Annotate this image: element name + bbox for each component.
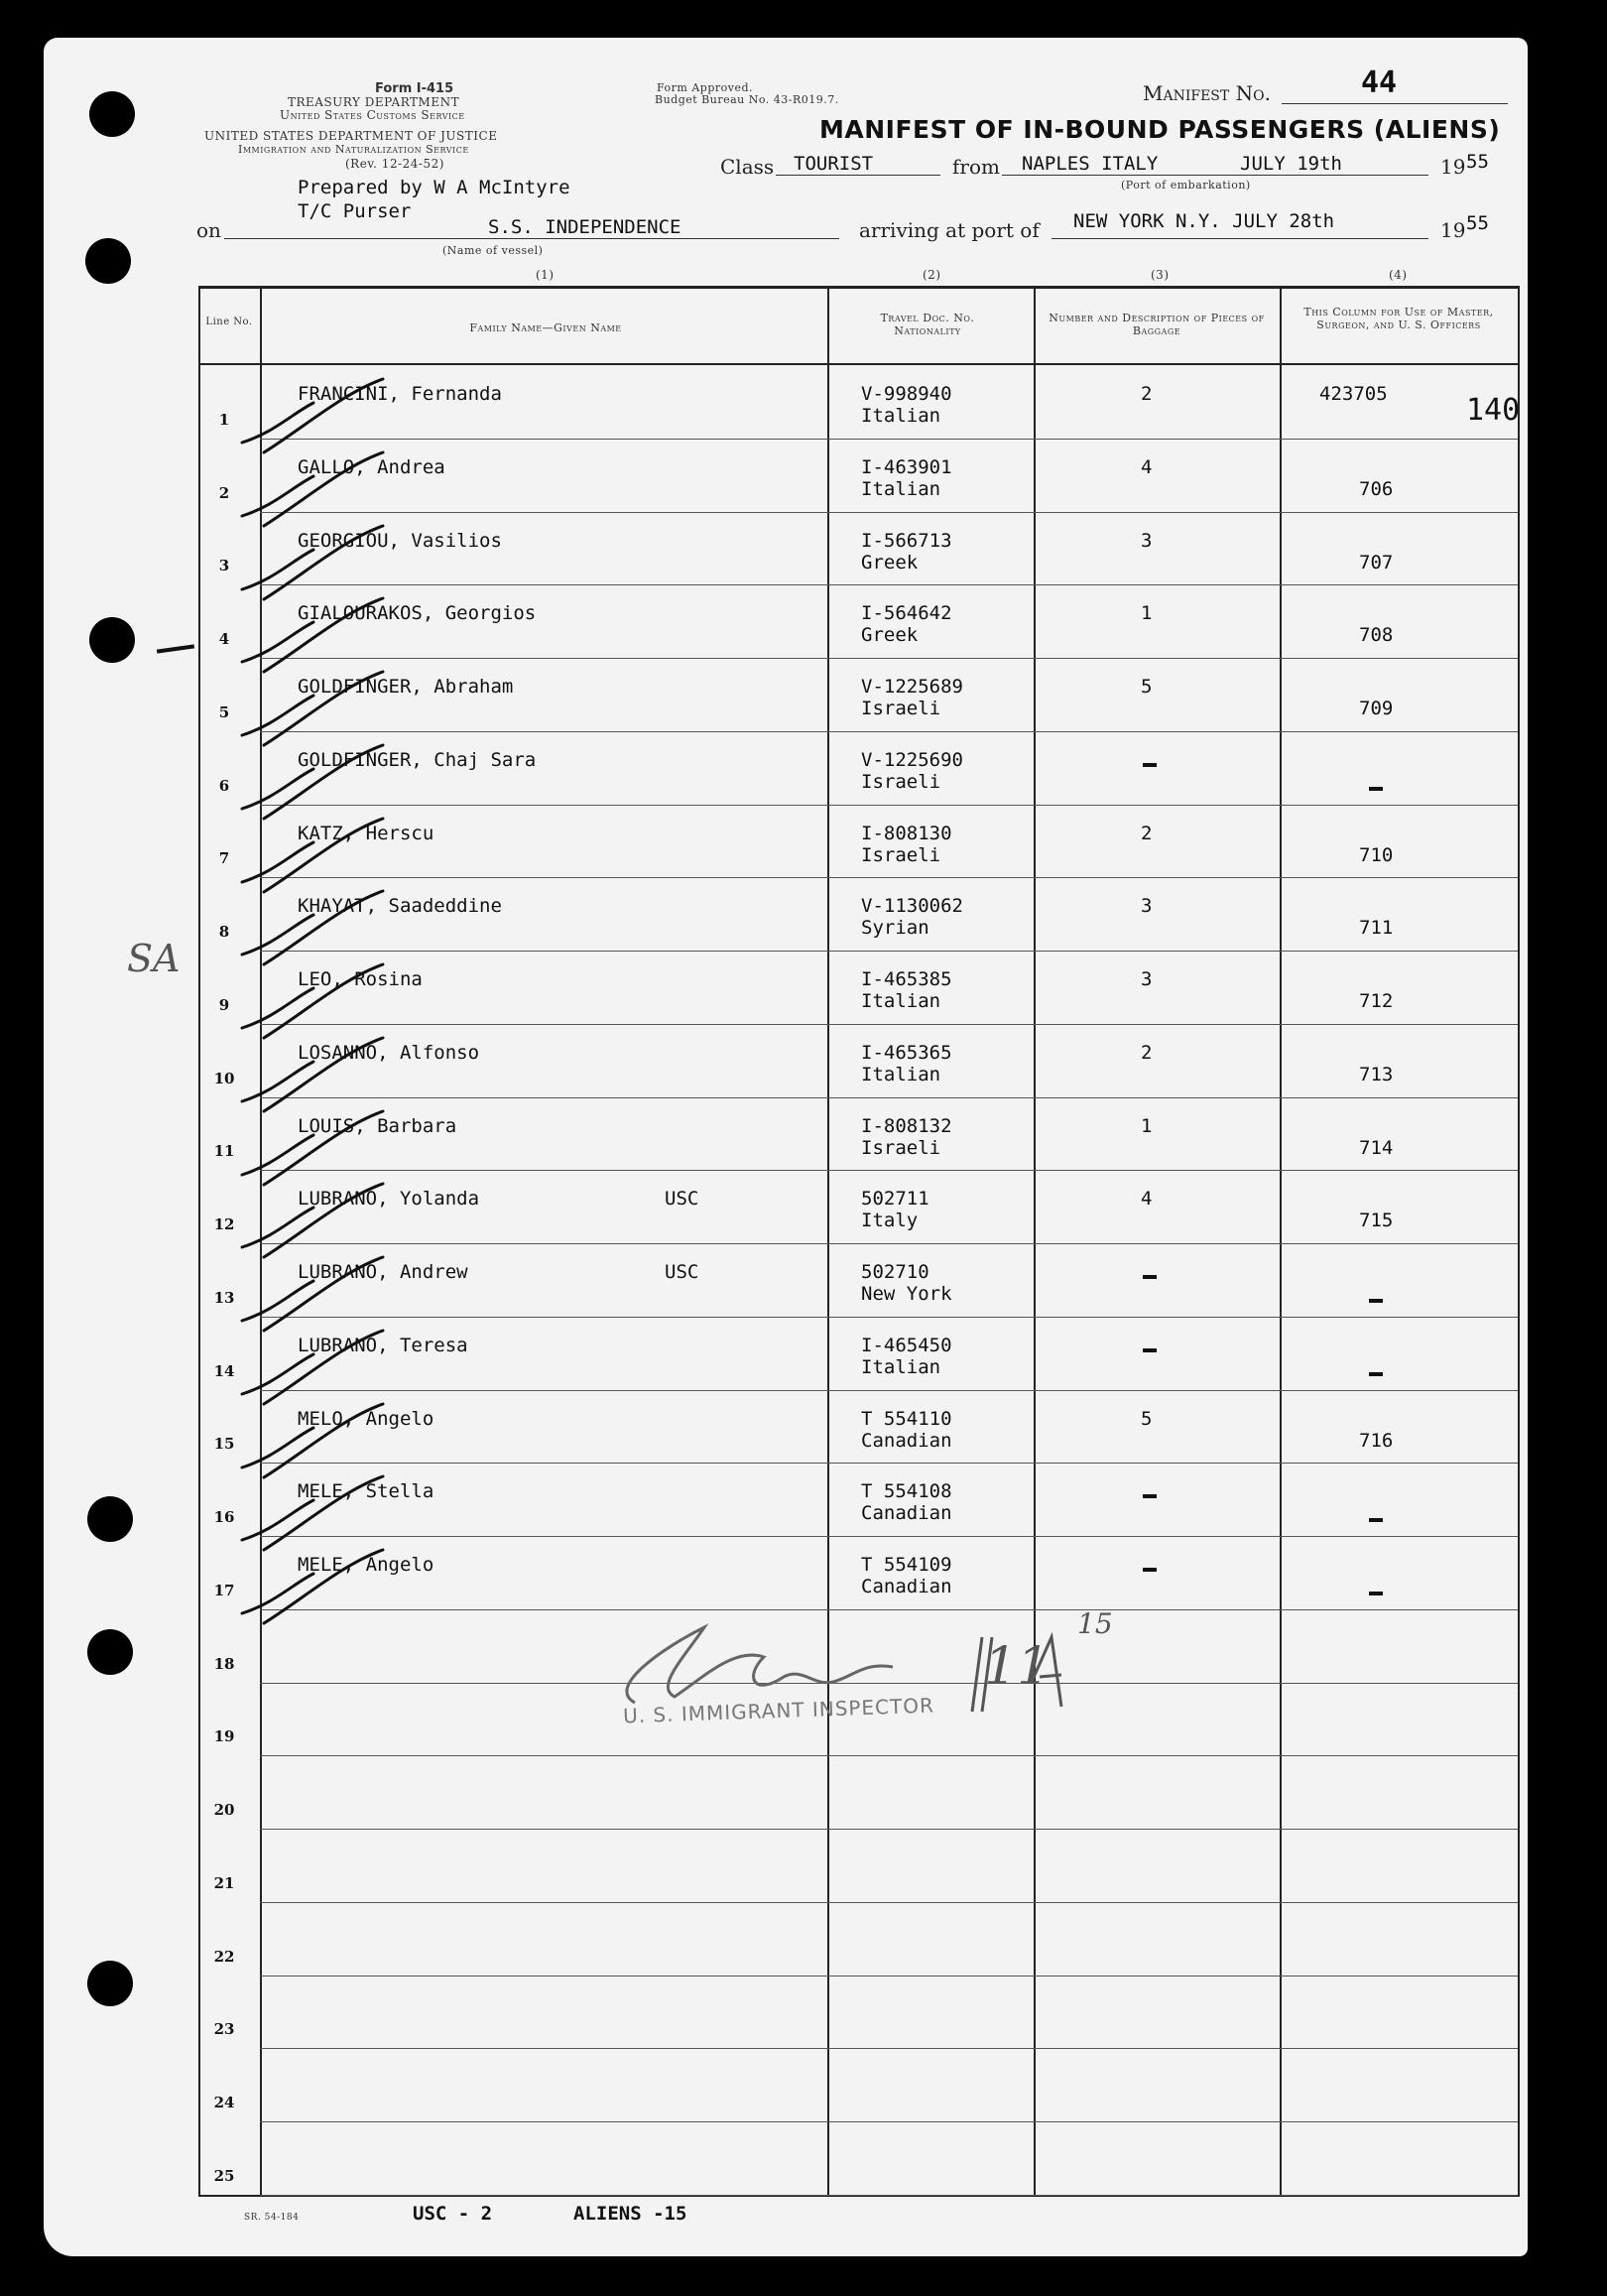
row-rule xyxy=(260,512,1518,513)
baggage-count: 2 xyxy=(1141,1041,1153,1064)
baggage-count: 5 xyxy=(1141,1407,1153,1430)
officer-number: 708 xyxy=(1359,624,1394,647)
passenger-name: LUBRANO, Teresa xyxy=(298,1334,468,1356)
header-officers: This Column for Use of Master, Surgeon, and U. S. Officers xyxy=(1303,306,1494,331)
travel-doc-number: 502710 xyxy=(861,1261,929,1284)
baggage-dash xyxy=(1143,1275,1157,1279)
nationality: Israeli xyxy=(861,843,941,866)
baggage-count: 5 xyxy=(1141,676,1153,699)
passenger-name: GALLO, Andrea xyxy=(298,455,445,478)
row-rule xyxy=(260,1902,1518,1903)
nationality: Italian xyxy=(861,990,941,1013)
officer-number: 710 xyxy=(1359,843,1394,866)
passenger-name: KHAYAT, Saadeddine xyxy=(298,895,502,918)
passenger-name: LOUIS, Barbara xyxy=(298,1114,457,1137)
officer-number: 712 xyxy=(1359,990,1394,1013)
officer-number: 707 xyxy=(1359,551,1394,574)
line-number: 16 xyxy=(213,1508,235,1527)
baggage-count: 3 xyxy=(1141,968,1153,991)
passenger-name: LOSANNO, Alfonso xyxy=(298,1041,480,1064)
row-rule xyxy=(260,951,1518,952)
officer-number: 715 xyxy=(1359,1210,1394,1232)
embarkation-year: 55 xyxy=(1466,151,1489,173)
year-prefix-2: 19 xyxy=(1440,218,1466,242)
manifest-label: Manifest No. xyxy=(1143,81,1271,105)
row-rule xyxy=(260,1536,1518,1537)
inspector-suffix: 15 xyxy=(1077,1607,1113,1640)
punch-hole xyxy=(85,238,131,284)
usc-total: USC - 2 xyxy=(413,2203,493,2225)
nationality: Israeli xyxy=(861,770,941,793)
row-rule xyxy=(260,1390,1518,1391)
travel-doc-number: I-465365 xyxy=(861,1041,952,1064)
nationality: Syrian xyxy=(861,917,929,940)
column-number-4: (4) xyxy=(1389,268,1408,282)
line-number: 20 xyxy=(213,1801,235,1820)
inspector-stamp: U. S. IMMIGRANT INSPECTOR xyxy=(622,1693,935,1728)
purser: T/C Purser xyxy=(298,200,412,222)
nationality: Canadian xyxy=(861,1429,952,1452)
line-number: 18 xyxy=(213,1654,235,1673)
officer-number: 714 xyxy=(1359,1136,1394,1159)
travel-doc-number: V-998940 xyxy=(861,383,952,405)
line-number: 21 xyxy=(213,1873,235,1892)
baggage-dash xyxy=(1143,763,1157,767)
passenger-name: LUBRANO, Yolanda xyxy=(298,1188,480,1211)
inspector-number: 11 xyxy=(984,1637,1051,1697)
arrival-year: 55 xyxy=(1466,212,1489,234)
line-number: 23 xyxy=(213,2020,235,2039)
row-rule xyxy=(260,1755,1518,1756)
passenger-name: LUBRANO, Andrew xyxy=(298,1261,468,1284)
line-number: 19 xyxy=(213,1727,235,1746)
row-rule xyxy=(260,2048,1518,2049)
nationality: New York xyxy=(861,1283,952,1306)
line-number: 25 xyxy=(213,2167,235,2185)
form-revision: (Rev. 12-24-52) xyxy=(345,157,444,171)
travel-doc-number: I-808132 xyxy=(861,1114,952,1137)
baggage-dash xyxy=(1143,1348,1157,1352)
check-mark xyxy=(234,1544,433,1633)
row-rule xyxy=(260,805,1518,806)
row-rule xyxy=(260,2121,1518,2122)
port-caption: (Port of embarkation) xyxy=(1121,179,1251,191)
baggage-count: 1 xyxy=(1141,602,1153,625)
row-rule xyxy=(260,584,1518,585)
header-line-no: Line No. xyxy=(205,317,253,327)
travel-doc-number: I-808130 xyxy=(861,822,952,844)
passenger-name: KATZ, Herscu xyxy=(298,822,434,844)
row-rule xyxy=(260,1463,1518,1464)
punch-hole xyxy=(87,1496,133,1542)
baggage-dash xyxy=(1143,1494,1157,1498)
travel-doc-number: T 554110 xyxy=(861,1407,952,1430)
form-code: SR. 54-184 xyxy=(244,2213,300,2223)
officer-dash xyxy=(1369,1592,1383,1595)
form-approved: Form Approved. xyxy=(657,81,754,94)
column-number-2: (2) xyxy=(923,268,941,282)
travel-doc-number: I-564642 xyxy=(861,602,952,625)
embarkation-date: JULY 19th xyxy=(1240,153,1342,175)
row-rule xyxy=(260,1243,1518,1244)
nationality: Greek xyxy=(861,624,919,647)
row-rule xyxy=(260,439,1518,440)
baggage-count: 1 xyxy=(1141,1114,1153,1137)
passenger-name: MELE, Stella xyxy=(298,1480,434,1503)
line-number: 3 xyxy=(218,557,230,575)
baggage-count: 4 xyxy=(1141,1188,1153,1211)
officer-dash xyxy=(1369,787,1383,791)
line-number: 5 xyxy=(218,702,230,721)
line-number: 6 xyxy=(218,776,230,795)
line-number: 2 xyxy=(218,483,230,502)
row-rule xyxy=(260,1170,1518,1171)
officer-dash xyxy=(1369,1372,1383,1376)
nationality: Israeli xyxy=(861,698,941,720)
baggage-count: 3 xyxy=(1141,895,1153,918)
citizenship-note: USC xyxy=(665,1188,699,1211)
row-rule xyxy=(260,731,1518,732)
line-number: 11 xyxy=(213,1142,235,1161)
line-number: 22 xyxy=(213,1947,235,1966)
on-label: on xyxy=(196,218,221,242)
passenger-name: GOLDFINGER, Abraham xyxy=(298,676,514,699)
header-baggage: Number and Description of Pieces of Baggage xyxy=(1049,312,1265,337)
row-rule xyxy=(260,1976,1518,1977)
column-number-3: (3) xyxy=(1151,268,1170,282)
arrival-port: NEW YORK N.Y. JULY 28th xyxy=(1073,210,1335,232)
budget-bureau: Budget Bureau No. 43-R019.7. xyxy=(655,93,839,106)
row-rule xyxy=(260,2195,1518,2196)
column-number-1: (1) xyxy=(536,268,555,282)
officer-number: 713 xyxy=(1359,1063,1394,1085)
nationality: Greek xyxy=(861,551,919,574)
justice-dept: UNITED STATES DEPARTMENT OF JUSTICE xyxy=(204,129,498,143)
row-rule xyxy=(260,1097,1518,1098)
aliens-total: ALIENS -15 xyxy=(573,2203,687,2225)
officer-number: 716 xyxy=(1359,1429,1394,1452)
officer-dash xyxy=(1369,1518,1383,1522)
baggage-count: 4 xyxy=(1141,455,1153,478)
officer-number: 711 xyxy=(1359,917,1394,940)
travel-doc-number: V-1225689 xyxy=(861,676,963,699)
line-number: 17 xyxy=(213,1581,235,1599)
header-name: Family Name—Given Name xyxy=(469,321,622,334)
line-number: 15 xyxy=(213,1435,235,1454)
nationality: Canadian xyxy=(861,1502,952,1525)
travel-doc-number: 502711 xyxy=(861,1188,929,1211)
vessel-caption: (Name of vessel) xyxy=(442,244,544,257)
line-number: 13 xyxy=(213,1288,235,1307)
row-rule xyxy=(260,1317,1518,1318)
customs-service: United States Customs Service xyxy=(280,108,465,122)
officer-number: 709 xyxy=(1359,698,1394,720)
nationality: Italy xyxy=(861,1210,919,1232)
line-number: 24 xyxy=(213,2094,235,2112)
officer-number: 423705 xyxy=(1319,383,1388,405)
travel-doc-number: V-1225690 xyxy=(861,748,963,771)
passenger-name: FRANCINI, Fernanda xyxy=(298,383,502,405)
travel-doc-number: I-566713 xyxy=(861,529,952,552)
passenger-name: MELE, Angelo xyxy=(298,1554,434,1577)
from-label: from xyxy=(952,155,1000,179)
class-value: TOURIST xyxy=(794,153,874,175)
passenger-name: GIALOURAKOS, Georgios xyxy=(298,602,537,625)
nationality: Italian xyxy=(861,1063,941,1085)
treasury-dept: TREASURY DEPARTMENT xyxy=(288,95,460,109)
passenger-name: MELO, Angelo xyxy=(298,1407,434,1430)
travel-doc-number: I-465385 xyxy=(861,968,952,991)
line-number: 9 xyxy=(218,995,230,1014)
baggage-count: 2 xyxy=(1141,383,1153,405)
class-label: Class xyxy=(720,155,775,179)
passenger-name: LEO, Rosina xyxy=(298,968,423,991)
row-rule xyxy=(260,658,1518,659)
travel-doc-number: V-1130062 xyxy=(861,895,963,918)
line-number: 14 xyxy=(213,1361,235,1380)
travel-doc-number: T 554109 xyxy=(861,1554,952,1577)
officer-number: 706 xyxy=(1359,477,1394,500)
passenger-name: GEORGIOU, Vasilios xyxy=(298,529,502,552)
travel-doc-number: I-463901 xyxy=(861,455,952,478)
page-stamp: 140 xyxy=(1466,393,1521,428)
punch-hole xyxy=(87,1629,133,1675)
punch-hole xyxy=(89,91,135,137)
vessel-name: S.S. INDEPENDENCE xyxy=(488,216,681,238)
row-rule xyxy=(260,877,1518,878)
line-number: 4 xyxy=(218,630,230,649)
form-number: Form I-415 xyxy=(375,81,454,96)
year-prefix: 19 xyxy=(1440,155,1466,179)
row-rule xyxy=(260,1024,1518,1025)
nationality: Canadian xyxy=(861,1576,952,1598)
travel-doc-number: I-465450 xyxy=(861,1334,952,1356)
margin-note: SA xyxy=(127,937,181,980)
immigration-service: Immigration and Naturalization Service xyxy=(238,143,469,156)
manifest-number: 44 xyxy=(1361,65,1398,100)
nationality: Italian xyxy=(861,477,941,500)
baggage-count: 2 xyxy=(1141,822,1153,844)
line-number: 10 xyxy=(213,1069,235,1087)
passenger-name: GOLDFINGER, Chaj Sara xyxy=(298,748,537,771)
nationality: Italian xyxy=(861,405,941,427)
arriving-label: arriving at port of xyxy=(859,218,1040,242)
port-of-embarkation: NAPLES ITALY xyxy=(1022,153,1159,175)
header-travel-doc: Travel Doc. No. Nationality xyxy=(880,312,975,337)
nationality: Israeli xyxy=(861,1136,941,1159)
punch-hole xyxy=(87,1961,133,2006)
line-number: 1 xyxy=(218,410,230,429)
line-number: 8 xyxy=(218,923,230,942)
baggage-count: 3 xyxy=(1141,529,1153,552)
nationality: Italian xyxy=(861,1355,941,1378)
page-title: MANIFEST OF IN-BOUND PASSENGERS (ALIENS) xyxy=(819,115,1501,144)
line-number: 12 xyxy=(213,1215,235,1234)
line-number: 7 xyxy=(218,849,230,868)
prepared-by: Prepared by W A McIntyre xyxy=(298,177,570,198)
officer-dash xyxy=(1369,1299,1383,1303)
citizenship-note: USC xyxy=(665,1261,699,1284)
row-rule xyxy=(260,1829,1518,1830)
travel-doc-number: T 554108 xyxy=(861,1480,952,1503)
punch-hole xyxy=(89,617,135,663)
baggage-dash xyxy=(1143,1568,1157,1572)
